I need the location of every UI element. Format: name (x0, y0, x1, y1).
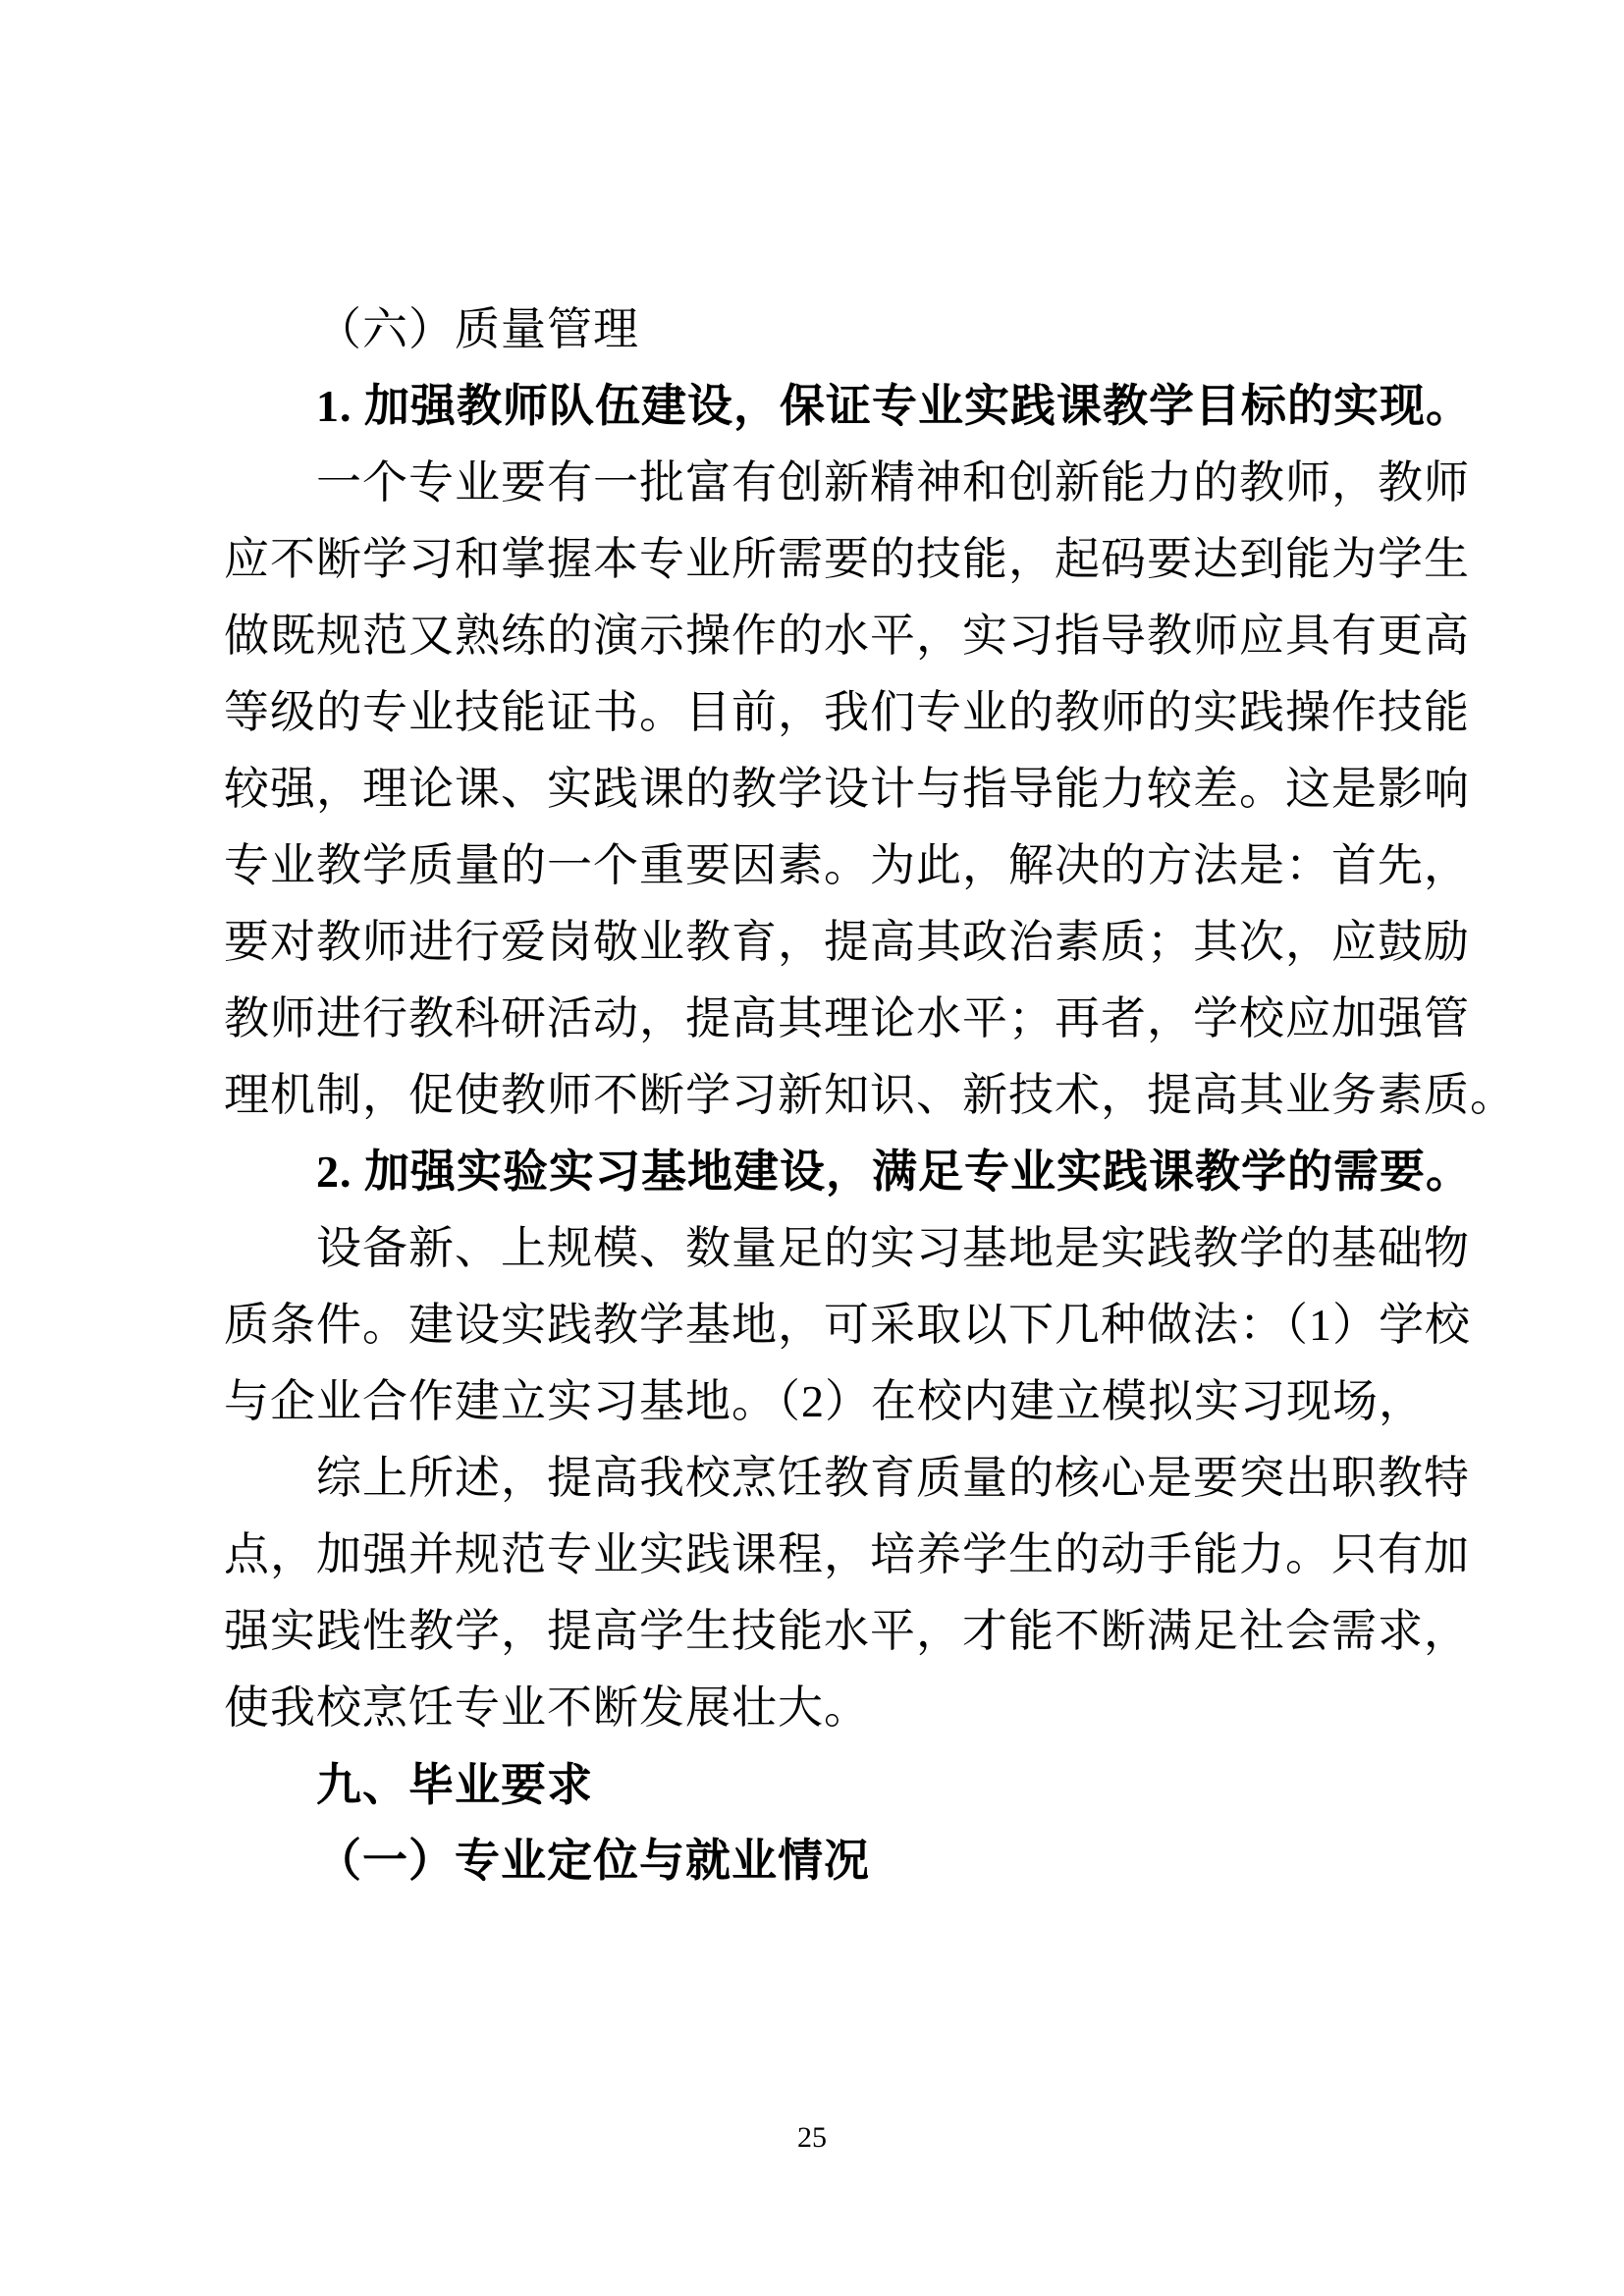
text-line: 教师进行教科研活动，提高其理论水平；再者，学校应加强管 (224, 993, 1470, 1043)
text-line: （一）专业定位与就业情况 (316, 1836, 870, 1886)
text-line: 与企业合作建立实习基地。（2）在校内建立模拟实习现场， (224, 1376, 1425, 1426)
text-line: 使我校烹饪专业不断发展壮大。 (224, 1682, 870, 1733)
text-line: 专业教学质量的一个重要因素。为此，解决的方法是：首先， (224, 840, 1470, 890)
page-number: 25 (797, 2121, 827, 2154)
text-line: 一个专业要有一批富有创新精神和创新能力的教师，教师 (316, 457, 1470, 507)
text-line: 设备新、上规模、数量足的实习基地是实践教学的基础物 (316, 1223, 1470, 1273)
text-line: 质条件。建设实践教学基地，可采取以下几种做法：（1）学校 (224, 1300, 1471, 1350)
text-line: 综上所述，提高我校烹饪教育质量的核心是要突出职教特 (316, 1453, 1470, 1503)
text-line: 2. 加强实验实习基地建设，满足专业实践课教学的需要。 (316, 1147, 1472, 1197)
text-line: 等级的专业技能证书。目前，我们专业的教师的实践操作技能 (224, 687, 1470, 737)
text-line: 1. 加强教师队伍建设，保证专业实践课教学目标的实现。 (316, 381, 1472, 431)
text-line: 理机制，促使教师不断学习新知识、新技术，提高其业务素质。 (224, 1070, 1516, 1120)
text-line: （六）质量管理 (316, 304, 639, 354)
text-line: 应不断学习和掌握本专业所需要的技能，起码要达到能为学生 (224, 534, 1470, 584)
document-body (224, 292, 1516, 1899)
text-line: 九、毕业要求 (316, 1759, 593, 1810)
text-line: 点，加强并规范专业实践课程，培养学生的动手能力。只有加 (224, 1529, 1470, 1579)
text-line: 做既规范又熟练的演示操作的水平，实习指导教师应具有更高 (224, 611, 1470, 661)
text-line: 要对教师进行爱岗敬业教育，提高其政治素质；其次，应鼓励 (224, 917, 1470, 967)
text-line: 强实践性教学，提高学生技能水平，才能不断满足社会需求， (224, 1606, 1470, 1656)
text-line: 较强，理论课、实践课的教学设计与指导能力较差。这是影响 (224, 764, 1470, 814)
